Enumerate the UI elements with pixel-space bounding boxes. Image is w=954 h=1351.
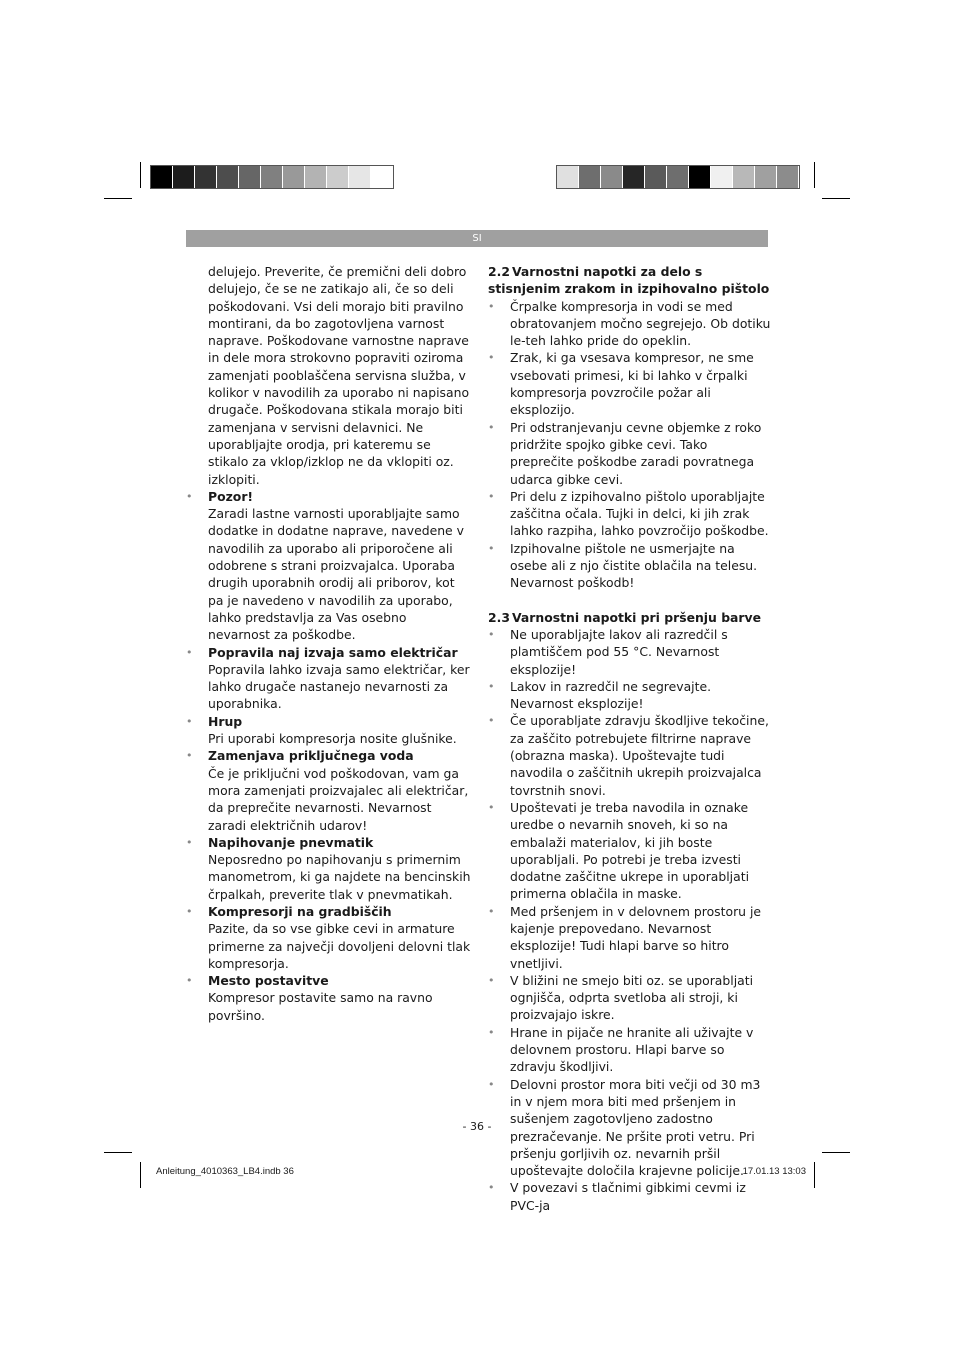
crop-mark <box>822 198 850 199</box>
crop-mark <box>140 162 141 188</box>
color-swatch <box>755 166 777 188</box>
section-heading-2-3: 2.3 Varnostni napotki pri pršenju barve <box>488 609 762 625</box>
item-text: Pazite, da so vse gibke cevi in armature primerne za največji dovoljeni delovni tlak kompresorja. <box>208 921 471 971</box>
list-item: • Med pršenjem in v delovnem prostoru je kajenje prepovedano. Nevarnost eksplozije! Tudi hlapi barve so hitro vnetljivi. <box>488 903 773 972</box>
list-item <box>186 747 471 833</box>
color-swatch <box>711 166 733 188</box>
list-item: • Upoštevati je treba navodila in oznake uredbe o nevarnih snoveh, ki so na embalaži materialov, ki jih boste uporabljali. Po potrebi je treba izvesti dodatne zaščitne ukrepe in uporabljati primerna oblačila in maske. <box>488 799 773 903</box>
list-item: • Delovni prostor mora biti večji od 30 m3 in v njem mora biti med pršenjem in sušenjem zagotovljeno zadostno prezračevanje. Ne pršite proti vetru. Pri pršenju gorljivih oz. nevarnih pršil upoštevajte določila krajevne policije. <box>488 1076 773 1180</box>
list-item: • Hrane in pijače ne hranite ali uživajte v delovnem prostoru. Hlapi barve so zdravju škodljivi. <box>488 1024 773 1076</box>
color-bar-left <box>150 165 394 189</box>
item-title: • Pozor! <box>208 488 254 504</box>
crop-mark <box>104 1152 132 1153</box>
list-item: • Zrak, ki ga vsesava kompresor, ne sme vsebovati primesi, ki bi lahko v črpalki kompresorja povzročile požar ali eksplozijo. <box>488 349 773 418</box>
item-title: • Kompresorji na gradbiščih <box>208 903 392 919</box>
item-title: • Zamenjava priključnega voda <box>208 748 414 764</box>
left-column <box>186 263 471 1024</box>
page-number: - 36 - <box>462 1120 492 1133</box>
section-title: Varnostni napotki za delo s stisnjenim zrakom in izpihovalno pištolo <box>488 264 770 297</box>
color-swatch <box>371 166 393 188</box>
color-swatch <box>327 166 349 188</box>
left-bullet-list <box>186 488 471 1024</box>
crop-mark <box>140 1162 141 1188</box>
language-label: SI <box>472 233 482 244</box>
list-item: • V bližini ne smejo biti oz. se uporabljati ognjišča, odprta svetloba ali stroji, ki proizvajajo iskre. <box>488 972 773 1024</box>
color-swatch <box>777 166 799 188</box>
item-text: Zaradi lastne varnosti uporabljajte samo dodatke in dodatne naprave, navedene v navodilih za uporabo ali priporočene ali odobrene s strani proizvajalca. Uporaba drugih uporabnih orodij ali priborov, kot pa je navedeno v navodilih za uporabo, lahko predstavlja za Vas osebno nevarnost za poškodbe. <box>208 506 464 643</box>
color-swatch <box>261 166 283 188</box>
item-title: • Popravila naj izvaja samo električar <box>208 644 458 660</box>
list-item: • Črpalke kompresorja in vodi se med obratovanjem močno segrejejo. Ob dotiku le-teh lahko pride do opeklin. <box>488 298 773 350</box>
color-swatch <box>733 166 755 188</box>
list-item <box>186 644 471 713</box>
list-item <box>186 834 471 903</box>
list-item: • Lakov in razredčil ne segrevajte. Nevarnost eksplozije! <box>488 678 773 713</box>
item-text: Če je priključni vod poškodovan, vam ga mora zamenjati proizvajalec ali električar, da preprečite nevarnosti. Nevarnost zaradi električnih udarov! <box>208 765 469 833</box>
item-title: • Hrup <box>208 713 243 729</box>
crop-mark <box>814 1162 815 1188</box>
color-swatch <box>601 166 623 188</box>
item-text: Neposredno po napihovanju s primernim manometrom, ki ga najdete na bencinskih črpalkah, preverite tlak v pnevmatikah. <box>208 852 471 902</box>
item-text: Kompresor postavite samo na ravno površino. <box>208 990 433 1023</box>
color-swatch <box>557 166 579 188</box>
list-item: • Pri delu z izpihovalno pištolo uporabljajte zaščitna očala. Tujki in delci, ki jih zrak lahko razpiha, lahko povzročijo poškodbe. <box>488 488 773 540</box>
list-item: • Če uporabljate zdravju škodljive tekočine, za zaščito potrebujete filtrirne naprave (obrazna maska). Upoštevajte tudi navodila o zaščitnih ukrepih proizvajalca tovrstnih snovi. <box>488 712 773 798</box>
list-item: • V povezavi s tlačnimi gibkimi cevmi iz PVC-ja <box>488 1179 773 1214</box>
color-swatch <box>645 166 667 188</box>
crop-mark <box>822 1152 850 1153</box>
intro-paragraph: delujejo. Preverite, če premični deli dobro delujejo, če se ne zatikajo ali, če so deli poškodovani. Vsi deli morajo biti pravilno montirani, da bo zagotovljena varnost naprave. Poškodovane varnostne naprave in dele mora strokovno popraviti oziroma zamenjati pooblaščena servisna služba, v kolikor v navodilih za uporabo ni napisano drugače. Poškodovana stikala morajo biti zamenjana v servisni delavnici. Ne uporabljajte orodja, pri kateremu se stikalo za vklop/izklop ne da vklopiti oz. izklopiti. <box>208 264 470 487</box>
crop-mark <box>814 162 815 188</box>
list-item <box>186 488 471 644</box>
list-item <box>186 713 471 748</box>
color-swatch <box>349 166 371 188</box>
bullet-list-2-2 <box>488 298 773 592</box>
item-text: Popravila lahko izvaja samo električar, ker lahko drugače nastanejo nevarnosti za uporabnika. <box>208 661 470 712</box>
color-swatch <box>217 166 239 188</box>
color-swatch <box>173 166 195 188</box>
color-swatch <box>623 166 645 188</box>
item-text: Pri uporabi kompresorja nosite glušnike. <box>208 731 457 747</box>
footer-file: Anleitung_4010363_LB4.indb 36 <box>156 1166 294 1177</box>
list-item: • Izpihovalne pištole ne usmerjajte na osebe ali z njo čistite oblačila na telesu. Nevarnost poškodb! <box>488 540 773 592</box>
color-swatch <box>579 166 601 188</box>
item-title: • Napihovanje pnevmatik <box>208 834 374 850</box>
color-swatch <box>689 166 711 188</box>
crop-mark <box>104 198 132 199</box>
footer-datetime: 17.01.13 13:03 <box>742 1166 806 1177</box>
list-item <box>186 903 471 972</box>
list-item: • Ne uporabljajte lakov ali razredčil s plamtiščem pod 55 °C. Nevarnost eksplozije! <box>488 626 773 678</box>
color-bar-right <box>556 165 800 189</box>
right-column <box>488 263 773 1214</box>
list-item <box>186 972 471 1024</box>
language-header <box>186 230 768 247</box>
color-swatch <box>667 166 689 188</box>
color-swatch <box>151 166 173 188</box>
section-title: Varnostni napotki pri pršenju barve <box>512 609 762 625</box>
color-swatch <box>195 166 217 188</box>
list-item: • Pri odstranjevanju cevne objemke z roko pridržite spojko gibke cevi. Tako preprečite poškodbe zaradi povratnega udarca gibke cevi. <box>488 419 773 488</box>
section-heading-2-2: 2.2 Varnostni napotki za delo s stisnjenim zrakom in izpihovalno pištolo <box>488 264 770 297</box>
color-swatch <box>239 166 261 188</box>
item-title: • Mesto postavitve <box>208 973 329 989</box>
color-swatch <box>305 166 327 188</box>
color-swatch <box>283 166 305 188</box>
